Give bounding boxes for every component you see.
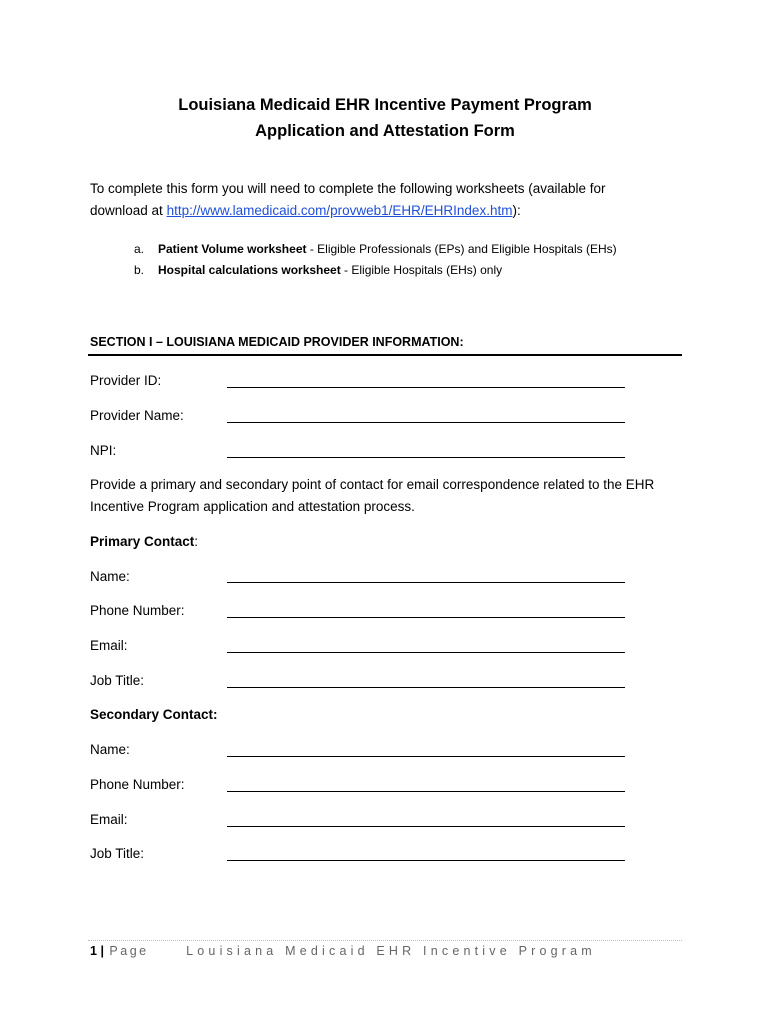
worksheet-desc: - Eligible Hospitals (EHs) only [340, 263, 503, 277]
secondary-email-label: Email: [90, 812, 128, 827]
contact-instructions-line2: Incentive Program application and attestation process. [90, 499, 415, 514]
worksheet-name: Hospital calculations worksheet [158, 263, 341, 277]
primary-email-field[interactable] [227, 652, 625, 653]
section-divider [88, 354, 682, 356]
primary-contact-title: Primary Contact [90, 534, 195, 549]
worksheet-item [134, 262, 502, 278]
primary-name-field[interactable] [227, 582, 625, 583]
worksheet-item [134, 241, 617, 257]
primary-job-title-label: Job Title: [90, 673, 145, 688]
secondary-name-label: Name: [90, 742, 130, 757]
page-title: Louisiana Medicaid EHR Incentive Payment Program [178, 96, 592, 114]
secondary-job-title-field[interactable] [227, 860, 625, 861]
intro-suffix: ): [512, 203, 521, 218]
primary-contact-colon: : [194, 534, 199, 549]
page-subtitle: Application and Attestation Form [255, 122, 515, 140]
secondary-phone-label: Phone Number: [90, 777, 185, 792]
provider-name-label: Provider Name: [90, 408, 184, 423]
footer-divider [88, 940, 682, 941]
footer-program-name: Louisiana Medicaid EHR Incentive Program [186, 944, 596, 958]
secondary-email-field[interactable] [227, 826, 625, 827]
primary-phone-field[interactable] [227, 617, 625, 618]
provider-id-label: Provider ID: [90, 373, 162, 388]
provider-name-field[interactable] [227, 422, 625, 423]
secondary-name-field[interactable] [227, 756, 625, 757]
worksheet-name: Patient Volume worksheet [158, 242, 307, 256]
primary-email-label: Email: [90, 638, 128, 653]
npi-field[interactable] [227, 457, 625, 458]
primary-phone-label: Phone Number: [90, 603, 185, 618]
intro-prefix: download at [90, 203, 167, 218]
contact-instructions-line1: Provide a primary and secondary point of contact for email correspondence related to the EHR [90, 477, 655, 492]
secondary-job-title-label: Job Title: [90, 846, 145, 861]
primary-name-label: Name: [90, 569, 130, 584]
secondary-contact-heading: Secondary Contact: [90, 707, 218, 722]
list-marker: a. [134, 242, 145, 256]
page-number: 1 [90, 944, 97, 958]
npi-label: NPI: [90, 443, 117, 458]
page-footer [90, 944, 596, 958]
page-word: Page [109, 944, 149, 958]
intro-text-line1: To complete this form you will need to complete the following worksheets (available for [90, 181, 606, 196]
primary-contact-heading [90, 534, 198, 549]
list-marker: b. [134, 263, 145, 277]
secondary-phone-field[interactable] [227, 791, 625, 792]
provider-id-field[interactable] [227, 387, 625, 388]
worksheets-link[interactable]: http://www.lamedicaid.com/provweb1/EHR/EHRIndex.htm [166, 203, 513, 218]
footer-separator: | [100, 944, 104, 958]
section-heading: SECTION I – LOUISIANA MEDICAID PROVIDER INFORMATION: [90, 335, 464, 349]
worksheet-desc: - Eligible Professionals (EPs) and Eligible Hospitals (EHs) [306, 242, 617, 256]
intro-text-line2 [90, 200, 690, 222]
primary-job-title-field[interactable] [227, 687, 625, 688]
